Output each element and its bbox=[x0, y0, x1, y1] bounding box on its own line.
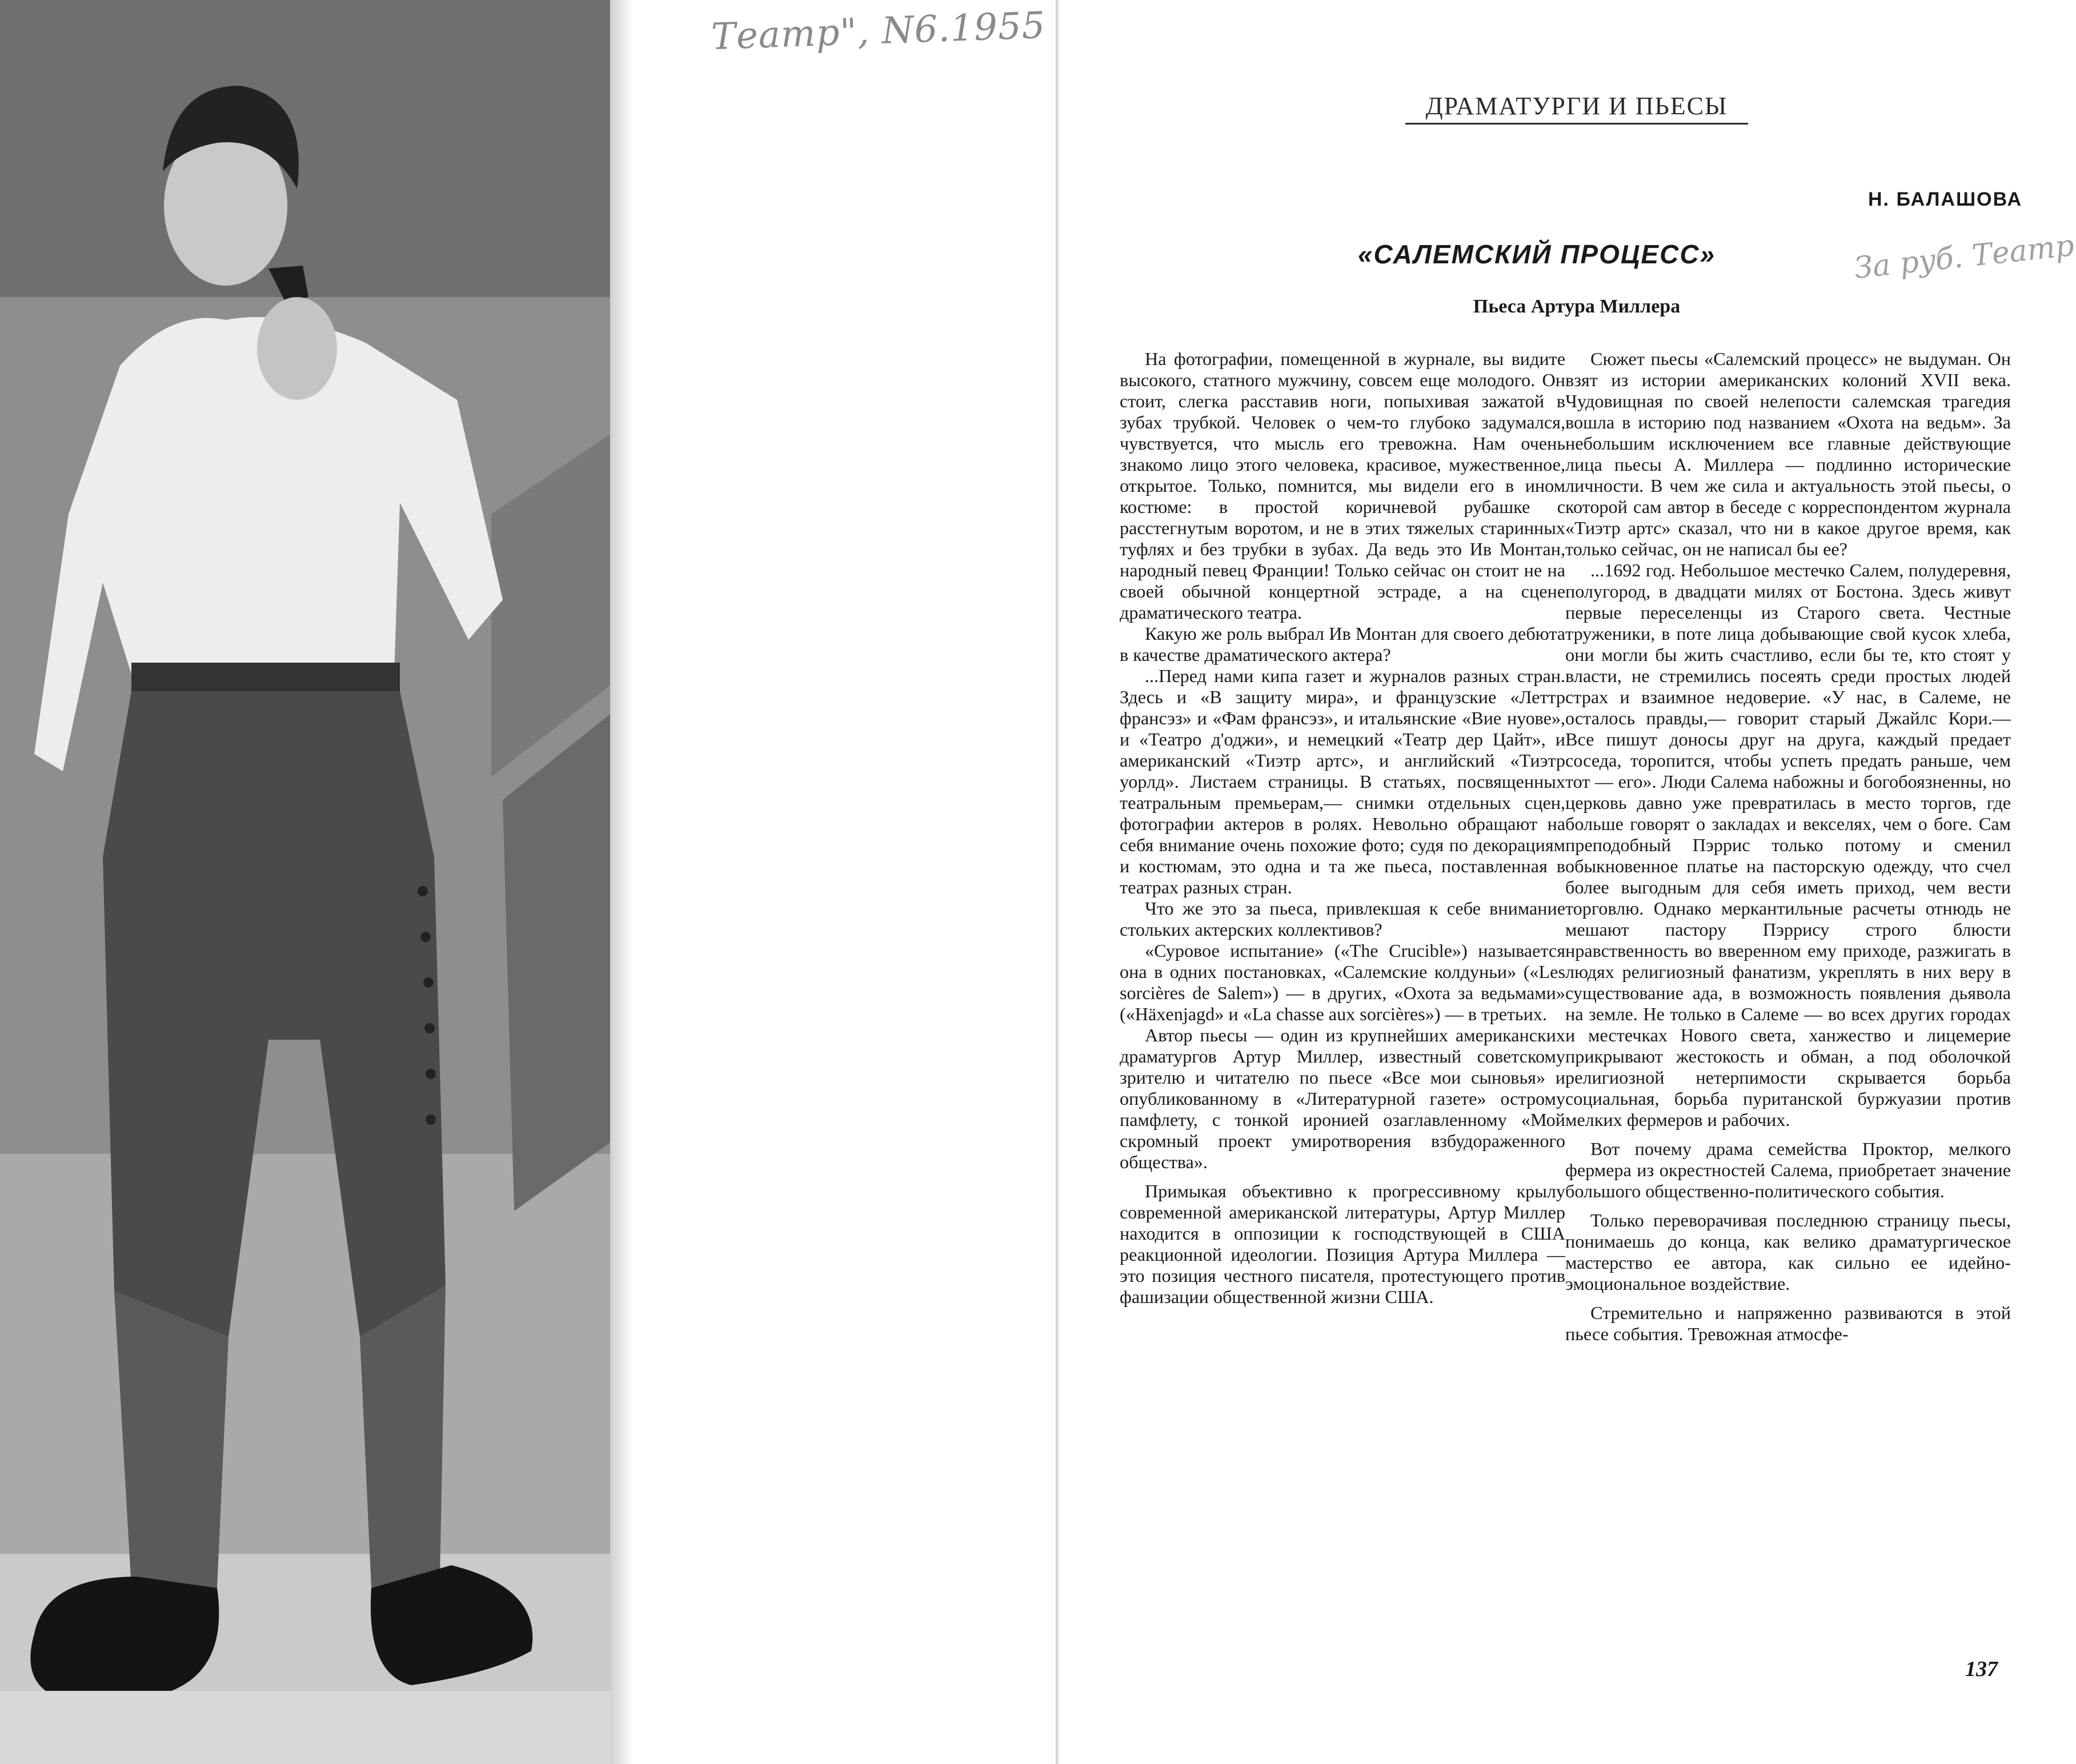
paragraph: Примыкая объективно к прогрессивному крылу современной американской литературы, Артур Миллер находится в оппозиции к господствующей в США реакционной идеологии. Позиция Артура Миллера — это позиция честного писателя, протестующего против фашизации общественной жизни США. bbox=[1120, 1181, 1565, 1307]
paragraph: ...Перед нами кипа газет и журналов разных стран. Здесь и «В защиту мира», и французские «Леттр франсэз» и «Фам франсэз», и итальянские «Вие нуове», и «Театро д'оджи», и немецкий «Театр дер Цайт», и американский «Тиэтр артс», и английский «Тиэтр уорлд». Листаем страницы. В статьях, посвященных театральным премьерам,— снимки отдельных сцен, фотографии актеров в ролях. Невольно обращают на себя внимание очень похожие фото; судя по декорациям и костюмам, это одна и та же пьеса, поставленная в театрах разных стран. bbox=[1120, 665, 1565, 897]
paragraph: «Суровое испытание» («The Crucible») называется она в одних постановках, «Салемские колдуньи» («Les sorcières de Salem») — в других, «Охота за ведьмами» («Häxenjagd» и «La chasse aux sorcières») — в третьих. bbox=[1120, 940, 1565, 1024]
text-column-left bbox=[1120, 348, 1565, 1308]
page-fold bbox=[1056, 0, 1059, 1764]
handwritten-note: Театр", N6.1955 bbox=[710, 4, 1047, 59]
actor-photograph bbox=[0, 0, 610, 1764]
paragraph: Что же это за пьеса, привлекшая к себе внимание стольких актерских коллективов? bbox=[1120, 898, 1565, 940]
text-column-right bbox=[1565, 348, 2011, 1345]
section-heading: ДРАМАТУРГИ И ПЬЕСЫ bbox=[1405, 91, 1748, 125]
gutter-shadow bbox=[610, 0, 633, 1764]
article-title: «САЛЕМСКИЙ ПРОЦЕСС» bbox=[1357, 239, 1716, 269]
handwritten-side-note: За рyб. Театр bbox=[1852, 228, 2076, 286]
paragraph: На фотографии, помещенной в журнале, вы видите высокого, статного мужчину, совсем еще молодого. Он стоит, слегка расставив ноги, попыхивая зажатой в зубах трубкой. Человек о чем-то глубоко задумался, чувствуется, что мысль его тревожна. Нам очень знакомо лицо этого человека, красивое, мужественное, открытое. Только, помнится, мы видели его в ином костюме: в простой коричневой рубашке с расстегнутым воротом, и не в этих тяжелых старинных туфлях и без трубки в зубах. Да ведь это Ив Монтан, народный певец Франции! Только сейчас он стоит не на своей обычной концертной эстраде, а на сцене драматического театра. bbox=[1120, 348, 1565, 623]
paragraph: Вот почему драма семейства Проктор, мелкого фермера из окрестностей Салема, приобретает значение большого общественно-политического события. bbox=[1565, 1138, 2011, 1201]
actor-portrait-photo bbox=[0, 0, 610, 1764]
paragraph: Только переворачивая последнюю страницу пьесы, понимаешь до конца, как велико драматургическое мастерство ее автора, как сильно ее идейно-эмоциональное воздействие. bbox=[1565, 1210, 2011, 1294]
paragraph: Какую же роль выбрал Ив Монтан для своего дебюта в качестве драматического актера? bbox=[1120, 623, 1565, 665]
paragraph: Стремительно и напряженно развиваются в этой пьесе события. Тревожная атмосфе- bbox=[1565, 1302, 2011, 1344]
paragraph: ...1692 год. Небольшое местечко Салем, полудеревня, полугород, в двадцати милях от Бостона. Здесь живут первые переселенцы из Старого света. Честные труженики, в поте лица добывающие свой кусок хлеба, они могли бы жить счастливо, если бы те, кто стоят у власти, не стремились посеять среди простых людей страх и взаимное недоверие. «У нас, в Салеме, не осталось правды,— говорит старый Джайлс Кори.— Все пишут доносы друг на друга, каждый предает соседа, торопится, чтобы успеть предать раньше, чем тот — его». Люди Салема набожны и богобоязненны, но церковь давно уже превратилась в место торгов, где больше говорят о закладах и векселях, чем о боге. Сам преподобный Пэррис только потому и сменил обыкновенное платье на пасторскую одежду, что счел более выгодным для себя иметь приход, чем вести торговлю. Однако меркантильные расчеты отнюдь не мешают пастору Пэррису строго блюсти нравственность во вверенном ему приходе, разжигать в людях религиозный фанатизм, укреплять в них веру в существование ада, в возможность появления дьявола на земле. Не только в Салеме — во всех других городах и местечках Нового света, ханжество и лицемерие прикрывают жестокость и обман, а под оболочкой религиозной нетерпимости скрывается борьба социальная, борьба пуританской буржуазии против мелких фермеров и рабочих. bbox=[1565, 560, 2011, 1130]
paragraph: Автор пьесы — один из крупнейших американских драматургов Артур Миллер, известный советскому зрителю и читателю по пьесе «Все мои сыновья» и опубликованному в «Литературной газете» острому памфлету, с тонкой иронией озаглавленному «Мой скромный проект умиротворения взбудораженного общества». bbox=[1120, 1025, 1565, 1172]
paragraph: Сюжет пьесы «Салемский процесс» не выдуман. Он взят из истории американских колоний XVII века. Чудовищная по своей нелепости салемская трагедия вошла в историю под названием «Охота на ведьм». За небольшим исключением все главные действующие лица пьесы А. Миллера — подлинно исторические личности. В чем же сила и актуальность этой пьесы, о которой сам автор в беседе с корреспондентом журнала «Тиэтр артс» сказал, что ни в какое другое время, как только сейчас, он не написал бы ее? bbox=[1565, 348, 2011, 559]
author-name: Н. БАЛАШОВА bbox=[1868, 189, 2022, 210]
article-subtitle: Пьеса Артура Миллера bbox=[1473, 296, 1681, 317]
page-number: 137 bbox=[1965, 1657, 1998, 1681]
